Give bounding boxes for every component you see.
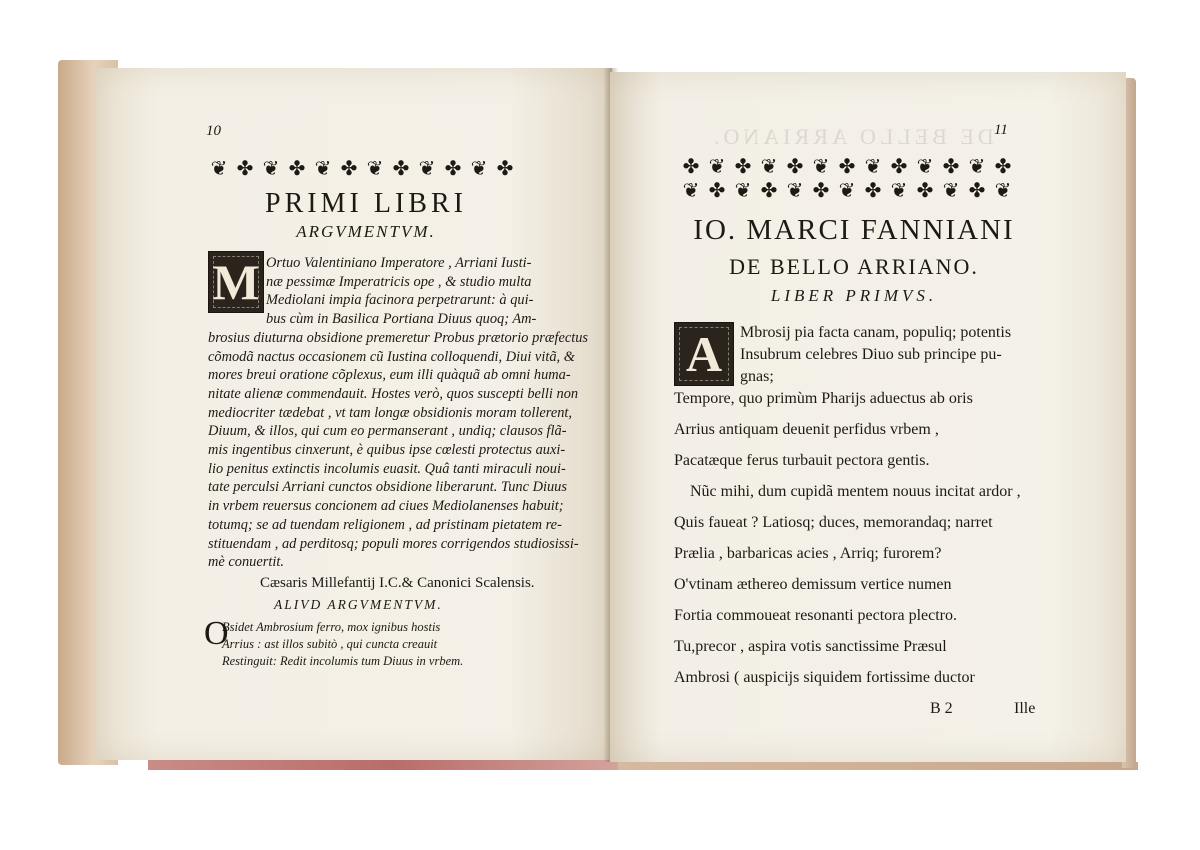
ornament-icon: ✤ (864, 180, 882, 202)
drop-cap-o: O (204, 615, 229, 652)
book-cover-edge-bottom-right (618, 762, 1138, 770)
ornament-icon: ❦ (262, 158, 280, 180)
page-number: 10 (206, 123, 221, 139)
ornament-icon: ✤ (236, 158, 254, 180)
heading-primi-libri: PRIMI LIBRI (265, 188, 467, 219)
left-page (96, 68, 612, 760)
heading-de-bello-arriano: DE BELLO ARRIANO. (729, 254, 979, 279)
ornament-icon: ✤ (734, 156, 752, 178)
ornament-icon: ❦ (968, 156, 986, 178)
ornament-icon: ❦ (812, 156, 830, 178)
ornament-icon: ❦ (366, 158, 384, 180)
ornament-icon: ❦ (418, 158, 436, 180)
ornament-icon: ✤ (392, 158, 410, 180)
ornament-icon: ❦ (838, 180, 856, 202)
text-line: mediocriter tædebat , vt tam longæ obsidionis moram tollerent, (208, 404, 573, 421)
heading-argumentum: ARGVMENTVM. (296, 222, 436, 241)
text-line: lio penitus extinctis incolumis euasit. Quâ tanti miraculi noui- (208, 460, 566, 477)
ornament-icon: ✤ (760, 180, 778, 202)
show-through-text: DE BELLO ARRIANO. (710, 124, 994, 149)
text-line: Mbrosij pia facta canam, populiq; potentis (740, 324, 1012, 341)
ornament-icon: ✤ (994, 156, 1012, 178)
ornament-icon: ❦ (760, 156, 778, 178)
ornament-band (206, 158, 526, 184)
ornament-band (678, 180, 1018, 206)
ornament-icon: ✤ (916, 180, 934, 202)
ornament-band (678, 156, 1018, 182)
text-line: Quis faueat ? Latiosq; duces, memorandaq; narret (674, 514, 993, 531)
right-page (610, 72, 1126, 762)
signature-mark: B 2 (930, 700, 953, 717)
text-line: Tu,precor , aspira votis sanctissime Præsul (674, 638, 947, 655)
text-line: Insubrum celebres Diuo sub principe pu- (740, 346, 1002, 363)
catchword: Ille (1014, 700, 1036, 717)
heading-author: IO. MARCI FANNIANI (693, 214, 1015, 246)
text-line: tate perculsi Arriani cunctos obsidione liberarunt. Tunc Diuus (208, 479, 567, 496)
page-number: 11 (994, 122, 1008, 138)
ornament-icon: ✤ (340, 158, 358, 180)
text-line: Tempore, quo primùm Pharijs aduectus ab oris (674, 390, 973, 407)
ornament-icon: ✤ (682, 156, 700, 178)
ornament-icon: ✤ (708, 180, 726, 202)
ornament-icon: ❦ (864, 156, 882, 178)
text-line: nitate alienæ commendauit. Hostes verò, quos suscepti belli non (208, 385, 579, 402)
ornament-icon: ✤ (496, 158, 514, 180)
text-line: næ pessimæ Imperatricis ope , & studio multa (266, 273, 532, 290)
text-line: in vrbem reuersus concionem ad ciues Mediolanenses habuit; (208, 498, 564, 515)
text-line: Nũc mihi, dum cupidã mentem nouus incitat ardor , (690, 483, 1021, 500)
text-line: stituendam , ad perditosq; populi mores corrigendos studiosissi- (208, 535, 579, 552)
ornament-icon: ❦ (916, 156, 934, 178)
ornament-icon: ❦ (942, 180, 960, 202)
ornament-icon: ❦ (210, 158, 228, 180)
text-line: gnas; (740, 368, 774, 385)
ornament-icon: ✤ (786, 156, 804, 178)
ornament-icon: ❦ (890, 180, 908, 202)
ornament-icon: ✤ (288, 158, 306, 180)
ornament-icon: ❦ (682, 180, 700, 202)
text-line: Ortuo Valentiniano Imperatore , Arriani Iusti- (266, 255, 532, 271)
text-line: mis ingentibus cinxerunt, è quibus ipse cœlesti protectus auxi- (208, 442, 566, 458)
text-line: Fortia commoueat resonanti pectora plectro. (674, 607, 958, 624)
open-book (58, 58, 1138, 773)
text-line: Ambrosi ( auspicijs siquidem fortissime ductor (674, 669, 975, 686)
text-line: O'vtinam æthereo demissum vertice numen (674, 576, 952, 593)
text-line: Bsidet Ambrosium ferro, mox ignibus hostis (222, 620, 441, 634)
ornament-icon: ❦ (994, 180, 1012, 202)
text-line: Diuum, & illos, qui cum eo permanserant , undiq; clausos flã- (208, 423, 567, 440)
drop-cap: A (674, 322, 734, 386)
ornament-icon: ❦ (314, 158, 332, 180)
ornament-icon: ❦ (470, 158, 488, 180)
ornament-icon: ❦ (786, 180, 804, 202)
ornament-icon: ✤ (812, 180, 830, 202)
ornament-icon: ✤ (968, 180, 986, 202)
ornament-icon: ✤ (444, 158, 462, 180)
ornament-icon: ✤ (942, 156, 960, 178)
text-line: totumq; se ad tuendam religionem , ad pristinam pietatem re- (208, 516, 562, 533)
text-line: Arrius antiquam deuenit perfidus vrbem , (674, 421, 939, 438)
aliud-argumentum-heading: ALIVD ARGVMENTVM. (274, 597, 443, 612)
ornament-icon: ✤ (890, 156, 908, 178)
text-line: brosius diuturna obsidione premeretur Probus prætorio præfectus (208, 329, 589, 346)
attribution: Cæsaris Millefantij I.C.& Canonici Scalensis. (260, 575, 535, 591)
heading-liber-primus: LIBER PRIMVS. (770, 286, 938, 305)
text-line: mores breui oratione cõplexus, eum illi quàquã ab omni huma- (208, 367, 571, 384)
ornament-icon: ❦ (708, 156, 726, 178)
text-line: Prælia , barbaricas acies , Arriq; furorem? (674, 545, 942, 562)
ornament-icon: ✤ (838, 156, 856, 178)
text-line: Arrius : ast illos subitò , qui cuncta creauit (222, 637, 438, 651)
text-line: Mediolani impia facinora perpetrarunt: à qui- (266, 292, 534, 309)
text-line: bus cùm in Basilica Portiana Diuus quoq; Am- (266, 311, 537, 328)
text-line: mè conuertit. (208, 554, 284, 571)
text-line: Pacatæque ferus turbauit pectora gentis. (674, 452, 930, 469)
text-line: Restinguit: Redit incolumis tum Diuus in vrbem. (222, 654, 464, 668)
text-line: cõmodã nactus occasionem cũ Iustina colloquendi, Diui vitã, & (208, 348, 575, 365)
ornament-icon: ❦ (734, 180, 752, 202)
drop-cap: M (208, 251, 264, 313)
